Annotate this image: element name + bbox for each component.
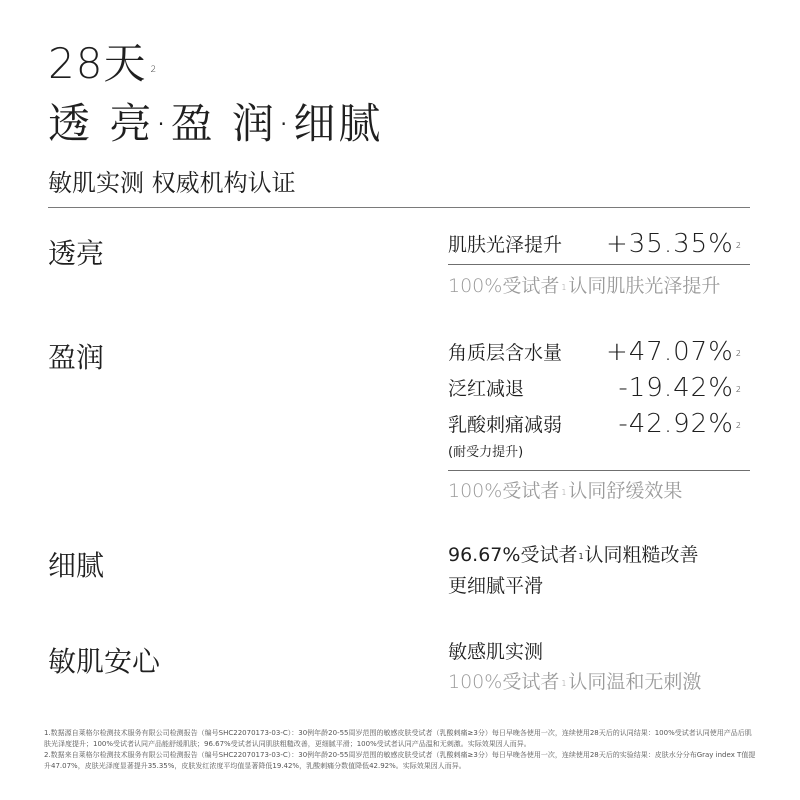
smooth-line-1: 96.67%受试者$^1$认同粗糙改善 bbox=[448, 544, 699, 566]
footnote-1: 1.数据源自莱格尔检测技术服务有限公司检测报告（编号SHC22070173-03-C）：30例年龄20-55周岁范围的敏感皮肤受试者（乳酸刺痛≥3分）每日早晚各使用一次，连续使用28天后的认同结果：100%受试者认同使用产品后肌肤光泽度提升；100%受试者认同产品能舒缓肌肤；96.67%受试者认同肌肤粗糙改善，更细腻平滑；100%受试者认同产品温和无刺激。实际效果因人而异。 bbox=[44, 729, 752, 748]
certification-subtitle: 敏肌实测 权威机构认证 bbox=[48, 169, 296, 197]
section-title-hydration: 盈润 bbox=[48, 341, 105, 374]
metric-value-redness: -19.42% $^2$ bbox=[618, 373, 742, 403]
footnote-2: 2.数据来自莱格尔检测技术服务有限公司检测报告（编号SHC22070173-03-C）：30例年龄20-55周岁范围的敏感皮肤受试者（乳酸刺痛≥3分）每日早晚各使用一次，连续使用28天后的实验结果：皮肤水分分布Gray index T值提升47.07%，皮肤光泽度显著提升35.35%，皮肤发红浓度平均值显著降低19.42%，乳酸刺痛分数值降低42.92%。实际效果因人而异。 bbox=[44, 751, 756, 770]
section-title-smooth: 细腻 bbox=[48, 549, 105, 582]
metric-note-tolerance: (耐受力提升) bbox=[448, 445, 524, 460]
agree-text-sensitive: 100%受试者 $^1$ 认同温和无刺激 bbox=[448, 671, 702, 693]
footnotes bbox=[44, 728, 756, 772]
sensitive-line-1: 敏感肌实测 bbox=[448, 641, 544, 663]
headline-benefits: 透 亮·盈 润·细腻 bbox=[48, 99, 384, 148]
section-title-brightness: 透亮 bbox=[48, 237, 105, 270]
section-title-sensitive: 敏肌安心 bbox=[48, 645, 161, 678]
header-divider bbox=[48, 207, 750, 208]
headline-days: 28天 $^2$ bbox=[48, 39, 158, 88]
footnote-ref: 2 bbox=[150, 65, 158, 75]
agree-text-brightness: 100%受试者 $^1$ 认同肌肤光泽提升 bbox=[448, 275, 721, 297]
metric-divider bbox=[448, 264, 750, 265]
metric-divider bbox=[448, 470, 750, 471]
metric-value-moisture: +47.07% $^2$ bbox=[605, 337, 742, 367]
metric-name-redness: 泛红减退 bbox=[448, 378, 525, 400]
smooth-line-2: 更细腻平滑 bbox=[448, 575, 544, 597]
metric-name-sting: 乳酸刺痛减弱 bbox=[448, 414, 563, 436]
metric-value-gloss: +35.35% $^2$ bbox=[605, 229, 742, 259]
metric-name-gloss: 肌肤光泽提升 bbox=[448, 234, 563, 256]
metric-value-sting: -42.92% $^2$ bbox=[618, 409, 742, 439]
metric-name-moisture: 角质层含水量 bbox=[448, 342, 563, 364]
agree-text-hydration: 100%受试者 $^1$ 认同舒缓效果 bbox=[448, 480, 683, 502]
